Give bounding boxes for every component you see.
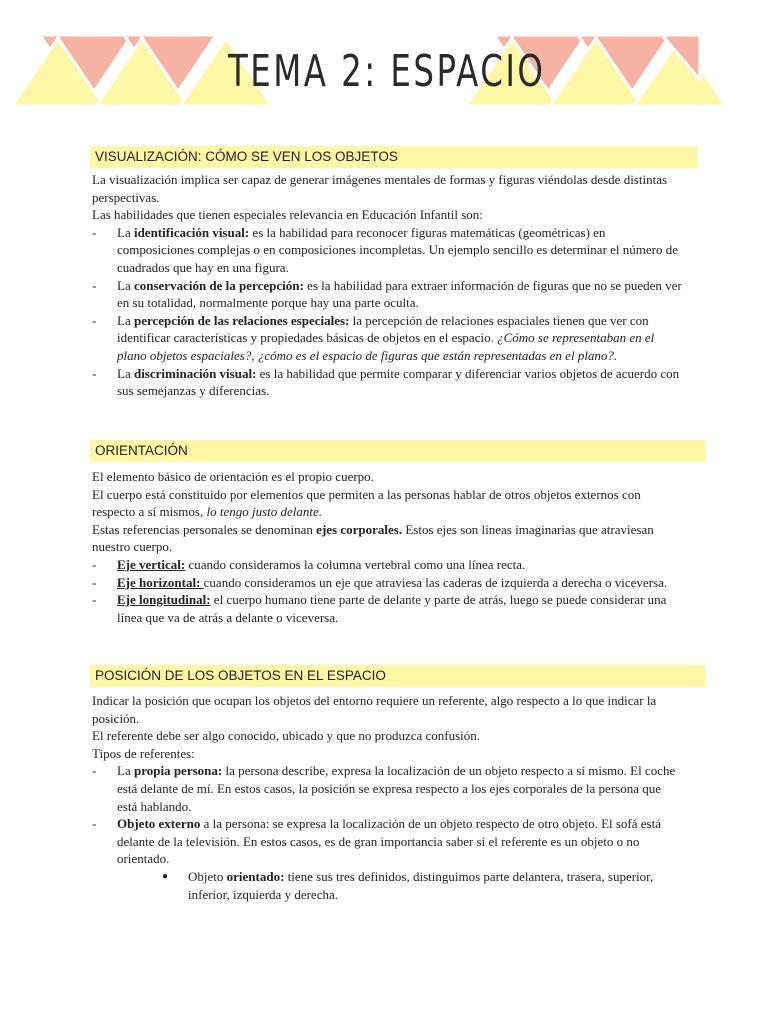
item-text: el cuerpo humano tiene parte de delante y parte de atrás, luego se puede considerar una línea que va de atrás a delante o viceversa. [117, 592, 667, 625]
dash-marker: - [92, 574, 97, 590]
item-term: orientado: [226, 868, 285, 884]
dash-marker: - [92, 556, 97, 572]
page-title: TEMA 2: ESPACIO [228, 46, 546, 97]
section-heading-posicion: POSICIÓN DE LOS OBJETOS EN EL ESPACIO [90, 665, 706, 687]
item-text: cuando consideramos un eje que atraviesa las caderas de izquierda a derecha o viceversa. [203, 574, 668, 590]
paragraph-text: Estas referencias personales se denominan [92, 521, 317, 537]
paragraph: La visualización implica ser capaz de generar imágenes mentales de formas y figuras viéndolas desde distintas perspectivas. [92, 172, 668, 205]
dash-marker: - [92, 277, 97, 293]
item-prefix: Objeto [188, 868, 227, 884]
dash-marker: - [92, 365, 97, 381]
list-item [67, 365, 682, 400]
dash-marker: - [92, 592, 97, 608]
item-prefix: La [117, 365, 134, 381]
paragraph [92, 486, 682, 521]
item-term: discriminación visual: [133, 365, 257, 381]
paragraph: El elemento básico de orientación es el propio cuerpo. [92, 469, 374, 484]
paragraph: El referente debe ser algo conocido, ubicado y que no produzca confusión. [92, 728, 481, 744]
list-item [67, 591, 682, 626]
paragraph: Tipos de referentes: [92, 745, 195, 761]
dash-marker: - [92, 224, 97, 240]
item-text: es la habilidad que permite comparar y diferenciar varios objetos de acuerdo con sus semejanzas y diferencias. [117, 365, 680, 399]
item-term: Eje longitudinal: [117, 592, 211, 608]
dash-marker: - [92, 763, 97, 779]
bullet-marker: ● [162, 870, 169, 882]
item-prefix: La [117, 277, 134, 293]
dash-marker: - [92, 312, 97, 328]
item-prefix: La [117, 763, 134, 779]
paragraph-text: Estos ejes son líneas imaginarias que atraviesan nuestro cuerpo. [92, 521, 654, 555]
item-term: Eje horizontal: [117, 574, 204, 590]
item-term: propia persona: [133, 763, 223, 779]
item-prefix: La [117, 312, 134, 328]
item-term: identificación visual: [133, 224, 250, 240]
section-heading-orientacion: ORIENTACIÓN [90, 440, 706, 462]
item-text: a la persona: se expresa la localización de un objeto respecto de otro objeto. El sofá está delante de la televisión. En estos casos, es de gran importancia saber si el referente es un objeto o no orientado. [117, 816, 661, 867]
list-item [67, 762, 682, 815]
item-term: Eje vertical: [117, 556, 186, 572]
list-item [67, 224, 682, 277]
list-item [67, 312, 682, 365]
list-item [67, 574, 682, 592]
item-text: la persona describe, expresa la localización de un objeto respecto a sí mismo. El coche está delante de mí. En estos casos, la posición se expresa respecto a los ejes corporales de la persona que está hablando. [117, 763, 676, 814]
paragraph-italic: lo tengo justo delante. [206, 504, 323, 520]
item-term: percepción de las relaciones especiales: [133, 312, 350, 328]
item-text: es la habilidad para extraer información de figuras que no se pueden ver en su totalidad, normalmente porque hay una parte oculta. [117, 277, 682, 311]
item-term: conservación de la percepción: [133, 277, 304, 293]
paragraph [92, 521, 682, 556]
paragraph: Indicar la posición que ocupan los objetos del entorno requiere un referente, algo respecto a lo que indicar la posición. [92, 693, 657, 726]
list-item [67, 815, 682, 868]
item-term: Objeto externo [117, 816, 201, 832]
list-item [67, 556, 682, 574]
item-text: tiene sus tres definidos, distinguimos parte delantera, trasera, superior, inferior, izquierda y derecha. [188, 868, 654, 902]
paragraph-bold: ejes corporales. [316, 521, 403, 537]
paragraph: Las habilidades que tienen especiales relevancia en Educación Infantil son: [92, 207, 483, 223]
item-italic-text: ¿Cómo se representaban en el plano objetos espaciales?, ¿cómo es el espacio de figuras que están representadas en el plano?. [117, 330, 655, 363]
item-text: cuando consideramos la columna vertebral como una línea recta. [185, 556, 526, 572]
item-text: es la habilidad para reconocer figuras matemáticas (geométricas) en composiciones complejas o en composiciones incompletas. Un ejemplo sencillo es determinar el número de cuadrados que hay en una figura. [117, 224, 679, 275]
item-text: la percepción de relaciones espaciales tienen que ver con identificar características y propiedades básicas de objetos en el espacio. [117, 312, 649, 346]
section-heading-visualizacion: VISUALIZACIÓN: CÓMO SE VEN LOS OBJETOS [90, 146, 698, 168]
section-body-orientacion [92, 468, 682, 626]
sub-list-item [92, 868, 682, 903]
section-body-posicion [92, 692, 682, 903]
list-item [67, 277, 682, 312]
paragraph-text: El cuerpo está constituido por elementos que permiten a las personas hablar de otros objetos externos con respecto a sí mismos, [92, 486, 641, 520]
dash-marker: - [92, 816, 97, 832]
section-body-visualizacion [92, 171, 682, 400]
item-prefix: La [117, 224, 134, 240]
